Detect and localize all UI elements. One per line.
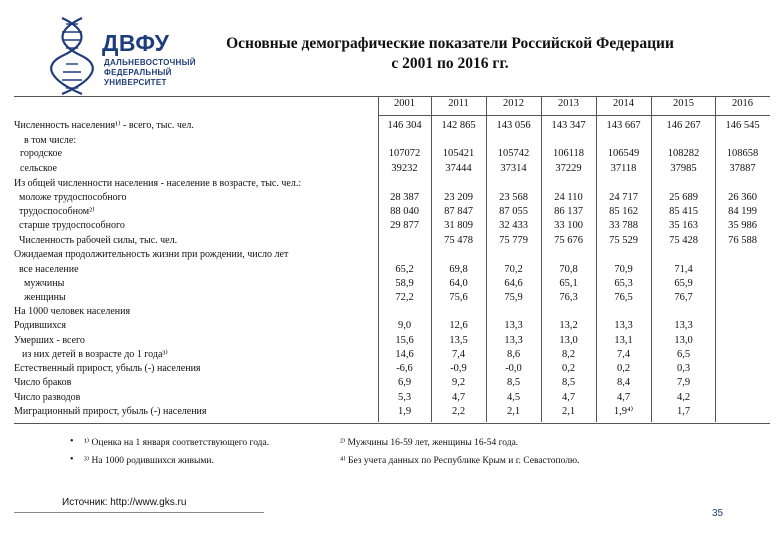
table-cell: 6,5 bbox=[676, 349, 691, 360]
table-cell: 35 986 bbox=[728, 220, 757, 231]
table-cell: 23 568 bbox=[499, 192, 528, 203]
year-header-2015: 2015 bbox=[673, 98, 694, 109]
header-divider bbox=[378, 115, 770, 116]
row-label: Число разводов bbox=[14, 392, 81, 403]
table-cell: 71,4 bbox=[674, 264, 693, 275]
table-cell: 7,4 bbox=[616, 349, 631, 360]
source-link[interactable]: Источник: http://www.gks.ru bbox=[62, 497, 187, 508]
table-cell: 6,9 bbox=[397, 377, 412, 388]
table-cell: 87 055 bbox=[499, 206, 528, 217]
table-cell: 105421 bbox=[442, 148, 475, 159]
table-cell: 8,2 bbox=[561, 349, 576, 360]
table-cell: 87 847 bbox=[444, 206, 473, 217]
table-cell: 13,1 bbox=[614, 335, 633, 346]
table-cell: 75,9 bbox=[504, 292, 523, 303]
table-cell: 37118 bbox=[610, 163, 637, 174]
table-cell: 64,6 bbox=[504, 278, 523, 289]
dna-helix-icon bbox=[48, 14, 104, 98]
table-cell: 13,0 bbox=[559, 335, 578, 346]
logo-subtitle-3: УНИВЕРСИТЕТ bbox=[104, 78, 167, 87]
table-cell: 106118 bbox=[552, 148, 585, 159]
table-cell: 1,9 bbox=[397, 406, 412, 417]
table-cell: 13,3 bbox=[674, 320, 693, 331]
table-frame bbox=[14, 96, 770, 424]
table-cell: 143 056 bbox=[496, 120, 531, 131]
table-cell: 70,8 bbox=[559, 264, 578, 275]
table-divider bbox=[715, 96, 716, 422]
table-cell: 65,9 bbox=[674, 278, 693, 289]
table-cell: 39232 bbox=[391, 163, 418, 174]
table-cell: 75 478 bbox=[444, 235, 473, 246]
table-cell: 23 209 bbox=[444, 192, 473, 203]
year-header-2012: 2012 bbox=[503, 98, 524, 109]
table-cell: 15,6 bbox=[395, 335, 414, 346]
table-cell: 24 717 bbox=[609, 192, 638, 203]
row-label: мужчины bbox=[24, 278, 65, 289]
table-cell: 13,2 bbox=[559, 320, 578, 331]
source-underline bbox=[14, 512, 264, 513]
row-label: Родившихся bbox=[14, 320, 66, 331]
year-header-2001: 2001 bbox=[394, 98, 415, 109]
table-cell: 1,9⁴⁾ bbox=[613, 406, 634, 417]
table-cell: 64,0 bbox=[449, 278, 468, 289]
row-label: Численность рабочей силы, тыс. чел. bbox=[19, 235, 178, 246]
table-cell: 8,6 bbox=[506, 349, 521, 360]
table-cell: 76,7 bbox=[674, 292, 693, 303]
table-cell: 0,3 bbox=[676, 363, 691, 374]
year-header-2013: 2013 bbox=[558, 98, 579, 109]
row-label: моложе трудоспособного bbox=[19, 192, 127, 203]
logo-subtitle-2: ФЕДЕРАЛЬНЫЙ bbox=[104, 68, 172, 77]
table-cell: 58,9 bbox=[395, 278, 414, 289]
table-cell: 75 676 bbox=[554, 235, 583, 246]
row-label: все население bbox=[19, 264, 79, 275]
bullet-2: • bbox=[70, 454, 74, 465]
table-cell: 13,5 bbox=[449, 335, 468, 346]
row-label: Число браков bbox=[14, 377, 72, 388]
table-cell: 8,5 bbox=[561, 377, 576, 388]
table-cell: 0,2 bbox=[561, 363, 576, 374]
row-label: Из общей численности населения - население в возрасте, тыс. чел.: bbox=[14, 178, 302, 189]
table-divider bbox=[651, 96, 652, 422]
table-cell: 13,3 bbox=[504, 320, 523, 331]
table-cell: 37985 bbox=[670, 163, 697, 174]
table-cell: 108282 bbox=[667, 148, 700, 159]
table-cell: 85 415 bbox=[669, 206, 698, 217]
table-cell: 106549 bbox=[607, 148, 640, 159]
table-cell: 13,3 bbox=[614, 320, 633, 331]
table-cell: 8,5 bbox=[506, 377, 521, 388]
page-title bbox=[150, 34, 750, 74]
table-cell: 9,2 bbox=[451, 377, 466, 388]
row-label: из них детей в возрасте до 1 года³⁾ bbox=[22, 349, 168, 360]
table-cell: 13,3 bbox=[504, 335, 523, 346]
table-cell: 25 689 bbox=[669, 192, 698, 203]
table-cell: 1,7 bbox=[676, 406, 691, 417]
footnote-2: ²⁾ Мужчины 16-59 лет, женщины 16-54 года. bbox=[340, 438, 519, 448]
row-label: женщины bbox=[24, 292, 66, 303]
table-cell: -0,9 bbox=[450, 363, 467, 374]
row-label: старше трудоспособного bbox=[19, 220, 125, 231]
table-cell: 4,7 bbox=[616, 392, 631, 403]
table-cell: 69,8 bbox=[449, 264, 468, 275]
table-cell: 146 545 bbox=[725, 120, 760, 131]
table-cell: 2,1 bbox=[506, 406, 521, 417]
table-cell: -6,6 bbox=[396, 363, 413, 374]
table-cell: 13,0 bbox=[674, 335, 693, 346]
table-cell: 75 529 bbox=[609, 235, 638, 246]
table-cell: 4,7 bbox=[451, 392, 466, 403]
table-cell: 37444 bbox=[445, 163, 472, 174]
table-cell: 7,9 bbox=[676, 377, 691, 388]
table-cell: 2,1 bbox=[561, 406, 576, 417]
table-cell: 75 779 bbox=[499, 235, 528, 246]
table-cell: 146 304 bbox=[387, 120, 422, 131]
row-label: Ожидаемая продолжительность жизни при рождении, число лет bbox=[14, 249, 289, 260]
table-cell: 5,3 bbox=[397, 392, 412, 403]
table-cell: 33 100 bbox=[554, 220, 583, 231]
row-label: Умерших - всего bbox=[14, 335, 85, 346]
table-cell: -0,0 bbox=[505, 363, 522, 374]
footnote-4: ⁴⁾ Без учета данных по Республике Крым и г. Севастополю. bbox=[340, 456, 580, 466]
table-cell: 4,5 bbox=[506, 392, 521, 403]
table-cell: 32 433 bbox=[499, 220, 528, 231]
year-header-2011: 2011 bbox=[448, 98, 469, 109]
table-cell: 4,2 bbox=[676, 392, 691, 403]
table-cell: 26 360 bbox=[728, 192, 757, 203]
table-cell: 31 809 bbox=[444, 220, 473, 231]
table-cell: 4,7 bbox=[561, 392, 576, 403]
table-cell: 8,4 bbox=[616, 377, 631, 388]
row-label: городское bbox=[20, 148, 63, 159]
table-cell: 85 162 bbox=[609, 206, 638, 217]
table-cell: 9,0 bbox=[397, 320, 412, 331]
row-label: сельское bbox=[20, 163, 57, 174]
table-cell: 107072 bbox=[388, 148, 421, 159]
page-number: 35 bbox=[712, 508, 724, 519]
table-cell: 24 110 bbox=[554, 192, 583, 203]
table-cell: 65,3 bbox=[614, 278, 633, 289]
table-cell: 33 788 bbox=[609, 220, 638, 231]
table-cell: 76,3 bbox=[559, 292, 578, 303]
table-cell: 88 040 bbox=[390, 206, 419, 217]
row-label: Численность населения¹⁾ - всего, тыс. чел. bbox=[14, 120, 194, 131]
table-cell: 7,4 bbox=[451, 349, 466, 360]
table-cell: 0,2 bbox=[616, 363, 631, 374]
row-label: Естественный прирост, убыль (-) населения bbox=[14, 363, 201, 374]
table-cell: 143 667 bbox=[606, 120, 641, 131]
table-cell: 70,9 bbox=[614, 264, 633, 275]
table-cell: 146 267 bbox=[666, 120, 701, 131]
table-cell: 29 877 bbox=[390, 220, 419, 231]
table-cell: 37229 bbox=[555, 163, 582, 174]
table-cell: 37314 bbox=[500, 163, 527, 174]
table-cell: 65,2 bbox=[395, 264, 414, 275]
table-cell: 70,2 bbox=[504, 264, 523, 275]
year-header-2016: 2016 bbox=[732, 98, 753, 109]
row-label: На 1000 человек населения bbox=[14, 306, 131, 317]
table-cell: 142 865 bbox=[441, 120, 476, 131]
row-label: Миграционный прирост, убыль (-) населения bbox=[14, 406, 207, 417]
table-cell: 14,6 bbox=[395, 349, 414, 360]
logo-title: ДВФУ bbox=[102, 30, 170, 56]
table-cell: 105742 bbox=[497, 148, 530, 159]
footnote-3: ³⁾ На 1000 родившихся живыми. bbox=[84, 456, 214, 466]
table-cell: 72,2 bbox=[395, 292, 414, 303]
bullet-1: • bbox=[70, 436, 74, 447]
table-cell: 37887 bbox=[729, 163, 756, 174]
table-cell: 143 347 bbox=[551, 120, 586, 131]
title-line-1: Основные демографические показатели Российской Федерации bbox=[226, 35, 674, 52]
table-cell: 75 428 bbox=[669, 235, 698, 246]
footnote-1: ¹⁾ Оценка на 1 января соответствующего года. bbox=[84, 438, 270, 448]
table-cell: 86 137 bbox=[554, 206, 583, 217]
table-cell: 84 199 bbox=[728, 206, 757, 217]
table-cell: 76 588 bbox=[728, 235, 757, 246]
table-cell: 2,2 bbox=[451, 406, 466, 417]
table-cell: 35 163 bbox=[669, 220, 698, 231]
table-cell: 28 387 bbox=[390, 192, 419, 203]
logo-subtitle-1: ДАЛЬНЕВОСТОЧНЫЙ bbox=[104, 58, 196, 67]
year-header-2014: 2014 bbox=[613, 98, 634, 109]
row-label: в том числе: bbox=[24, 135, 77, 146]
table-cell: 108658 bbox=[726, 148, 759, 159]
table-cell: 76,5 bbox=[614, 292, 633, 303]
title-line-2: с 2001 по 2016 гг. bbox=[391, 55, 509, 72]
table-cell: 12,6 bbox=[449, 320, 468, 331]
table-cell: 75,6 bbox=[449, 292, 468, 303]
row-label: трудоспособном²⁾ bbox=[19, 206, 95, 217]
table-cell: 65,1 bbox=[559, 278, 578, 289]
